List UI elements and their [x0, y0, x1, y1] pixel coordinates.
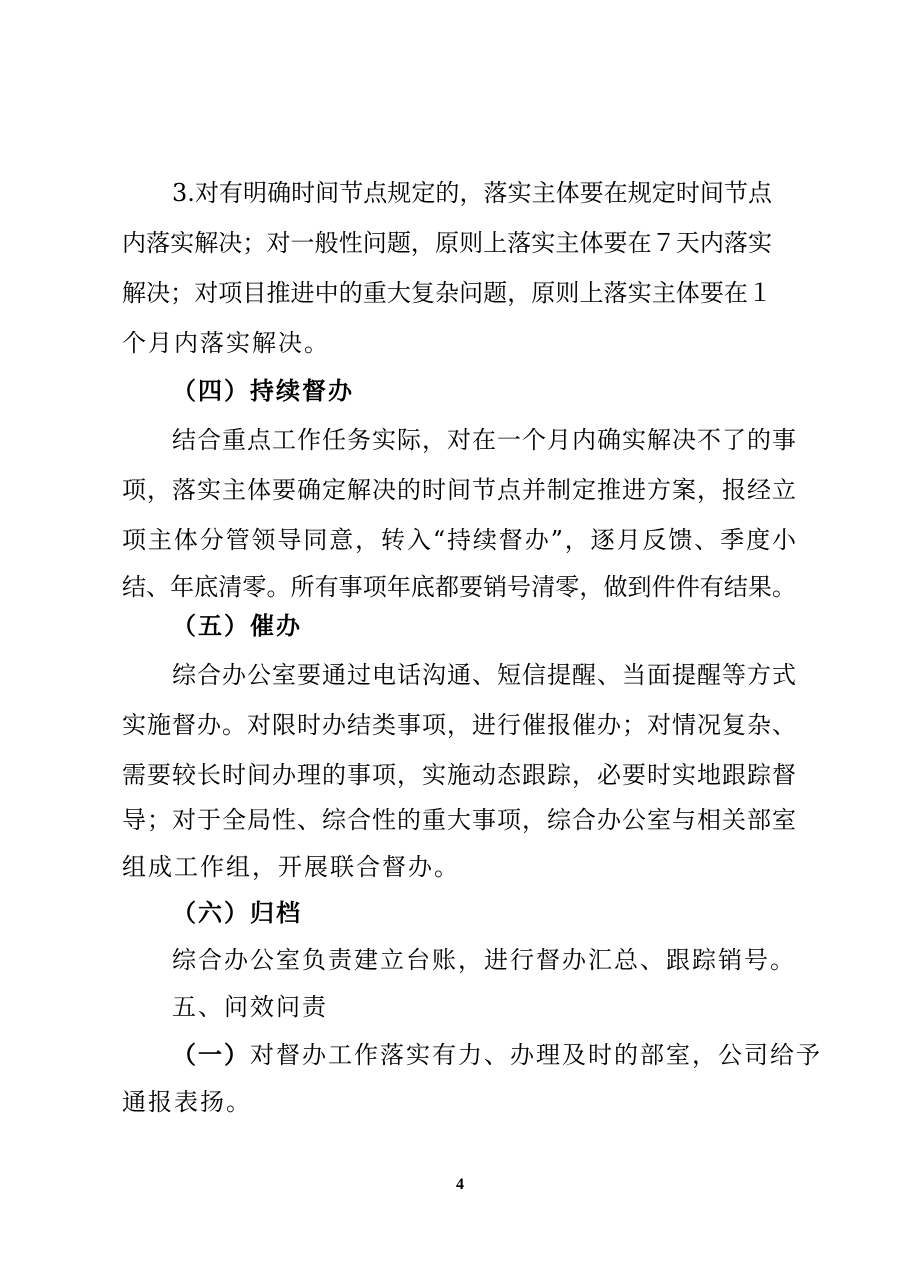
section-5-heading	[172, 992, 328, 1022]
text: 需要较长时间办理的事项，实施动态跟踪，必要时实地跟踪督	[122, 761, 796, 789]
paragraph-2-line-1	[172, 425, 796, 455]
paragraph-1-line-4	[122, 328, 330, 358]
text: 导；对于全局性、综合性的重大事项，综合办公室与相关部室	[122, 806, 796, 834]
heading-5	[172, 611, 302, 641]
paragraph-3-line-1	[172, 660, 796, 690]
heading-text: （五）催办	[172, 611, 302, 640]
paragraph-1-line-2	[122, 228, 772, 258]
paragraph-2-line-2	[122, 475, 796, 505]
heading-text: （四）持续督办	[172, 376, 354, 405]
text: 通报表扬。	[122, 1088, 252, 1116]
text: 综合办公室要通过电话沟通、短信提醒、当面提醒等方式	[172, 661, 796, 689]
paragraph-3-line-3	[122, 760, 796, 790]
paragraph-5-line-2	[122, 1087, 252, 1117]
heading-4	[172, 376, 354, 406]
paragraph-1-line-1	[172, 178, 772, 208]
text: 综合办公室负责建立台账，进行督办汇总、跟踪销号。	[172, 946, 796, 974]
paragraph-3-line-2	[122, 710, 796, 740]
text: 个月内落实解决。	[122, 329, 330, 357]
text: 3.对有明确时间节点规定的，落实主体要在规定时间节点	[172, 179, 772, 207]
paragraph-1-line-3	[122, 278, 772, 308]
paragraph-3-line-4	[122, 805, 796, 835]
numbered-prefix: （一）	[172, 1040, 250, 1069]
paragraph-4-line-1	[172, 945, 796, 975]
text: 项，落实主体要确定解决的时间节点并制定推进方案，报经立	[122, 476, 796, 504]
text: 内落实解决；对一般性问题，原则上落实主体要在７天内落实	[122, 229, 772, 257]
paragraph-2-line-4	[122, 572, 796, 602]
heading-text: （六）归档	[172, 898, 302, 927]
heading-6	[172, 898, 302, 928]
text: 组成工作组，开展联合督办。	[122, 853, 460, 881]
paragraph-2-line-3	[122, 525, 796, 555]
section-heading-text: 五、问效问责	[172, 993, 328, 1021]
paragraph-3-line-5	[122, 852, 460, 882]
text: 解决；对项目推进中的重大复杂问题，原则上落实主体要在１	[122, 279, 772, 307]
text: 对督办工作落实有力、办理及时的部室，公司给予	[250, 1041, 822, 1069]
text: 项主体分管领导同意，转入“持续督办”，逐月反馈、季度小	[122, 526, 796, 554]
text: 结合重点工作任务实际，对在一个月内确实解决不了的事	[172, 426, 796, 454]
text: 实施督办。对限时办结类事项，进行催报催办；对情况复杂、	[122, 711, 796, 739]
text: 结、年底清零。所有事项年底都要销号清零，做到件件有结果。	[122, 573, 796, 601]
paragraph-5-line-1	[172, 1040, 822, 1070]
page-number: 4	[456, 1176, 464, 1193]
